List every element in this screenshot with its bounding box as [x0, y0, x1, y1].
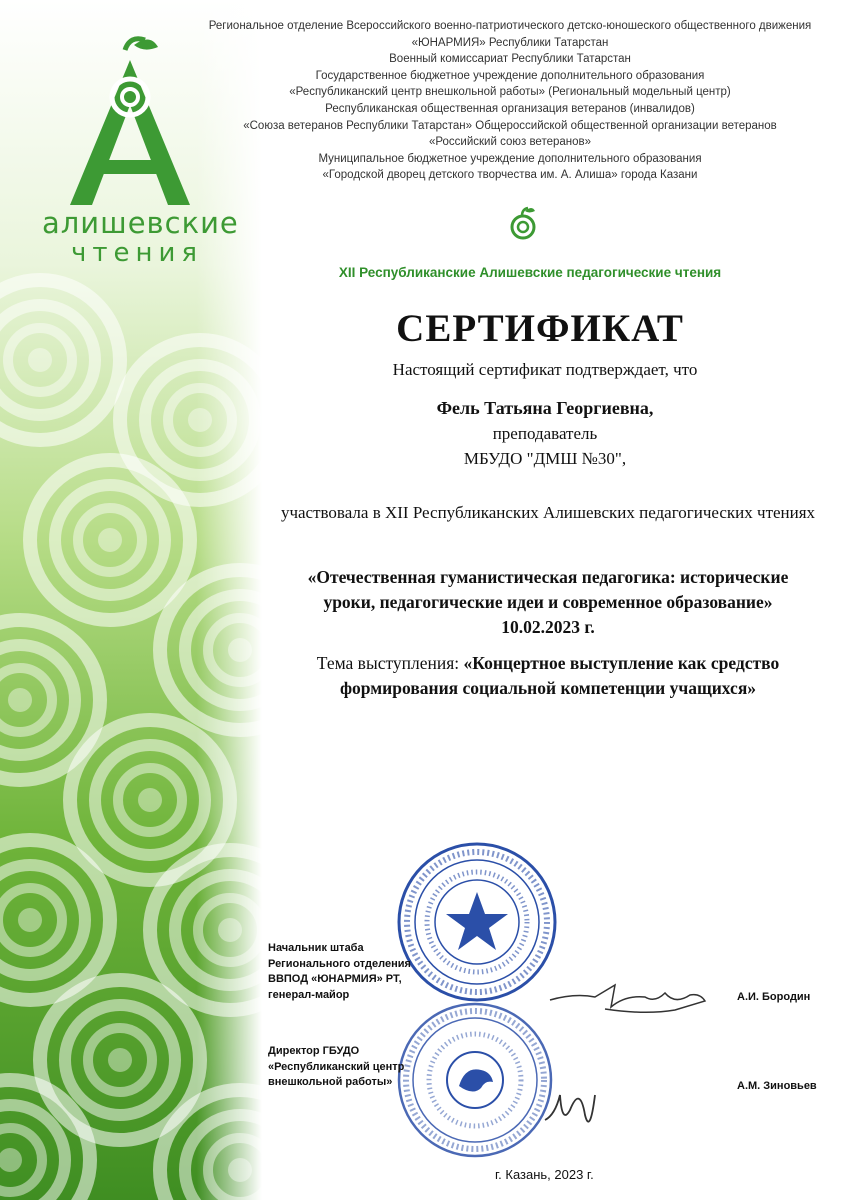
signatory-title-line: генерал-майор — [268, 988, 350, 1001]
conference-line2: уроки, педагогические идеи и современное образование» — [323, 592, 773, 612]
header-line: «Союза ветеранов Республики Татарстан» Общероссийской общественной организации ветеранов — [243, 119, 777, 132]
signatory-title-line: ВВПОД «ЮНАРМИЯ» РТ, — [268, 973, 402, 985]
header-line: «Российский союз ветеранов» — [428, 136, 592, 149]
header-line: «ЮНАРМИЯ» Республики Татарстан — [411, 36, 609, 49]
header-line: «Республиканский центр внешкольной работы» (Региональный модельный центр) — [289, 86, 731, 99]
conference-date: 10.02.2023 г. — [501, 617, 595, 637]
logo-wordmark — [42, 206, 239, 268]
recipient-position: преподаватель — [492, 424, 598, 443]
topic-line2: формирования социальной компетенции учащихся» — [339, 678, 757, 698]
signatory-title-line: Директор ГБУДО — [268, 1045, 360, 1057]
signatory-title-line: внешкольной работы» — [268, 1076, 393, 1088]
recipient-organization: МБУДО "ДМШ №30", — [463, 449, 627, 468]
footer-city-year: г. Казань, 2023 г. — [495, 1167, 594, 1182]
center-stamp — [395, 1000, 555, 1160]
conference-title — [258, 565, 838, 640]
signature-borodin — [545, 975, 725, 1020]
signatory-title-line: Регионального отделения — [268, 957, 411, 970]
logo-line2: чтения — [70, 238, 204, 268]
topic-label: Тема выступления: — [316, 653, 464, 673]
participation-text: участвовала в XII Республиканских Алишевских педагогических чтениях — [280, 503, 816, 522]
certificate-title: СЕРТИФИКАТ — [396, 307, 684, 350]
signatory-title-line: «Республиканский центр — [268, 1060, 405, 1073]
confirm-text: Настоящий сертификат подтверждает, что — [392, 360, 698, 379]
snail-emblem-icon — [508, 205, 538, 241]
signatory-name-1: А.И. Бородин — [737, 991, 811, 1003]
signatory-name-2: А.М. Зиновьев — [737, 1080, 817, 1092]
event-title: XII Республиканские Алишевские педагогические чтения — [338, 265, 722, 280]
signatory-title-1 — [268, 941, 411, 1003]
topic-line1: «Концертное выступление как средство — [463, 653, 780, 673]
yunarmiya-stamp — [395, 840, 560, 1005]
header-line: Государственное бюджетное учреждение дополнительного образования — [315, 69, 705, 82]
recipient-name: Фель Татьяна Георгиевна, — [436, 398, 654, 418]
conference-line1: «Отечественная гуманистическая педагогика: исторические — [307, 567, 789, 587]
organizers-header — [190, 18, 830, 184]
header-line: Муниципальное бюджетное учреждение дополнительного образования — [318, 152, 702, 165]
topic-block — [258, 651, 838, 701]
header-line: «Городской дворец детского творчества им. А. Алиша» города Казани — [322, 169, 698, 182]
signatory-title-2 — [268, 1044, 404, 1091]
header-line: Республиканская общественная организация ветеранов (инвалидов) — [325, 102, 695, 115]
header-line: Региональное отделение Всероссийского военно-патриотического детско-юношеского общественного движения — [208, 20, 812, 32]
header-line: Военный комиссариат Республики Татарстан — [389, 53, 631, 66]
logo-line1: алишевские — [42, 206, 239, 240]
signatory-title-line: Начальник штаба — [268, 942, 364, 954]
signature-zinovyev — [540, 1075, 600, 1145]
